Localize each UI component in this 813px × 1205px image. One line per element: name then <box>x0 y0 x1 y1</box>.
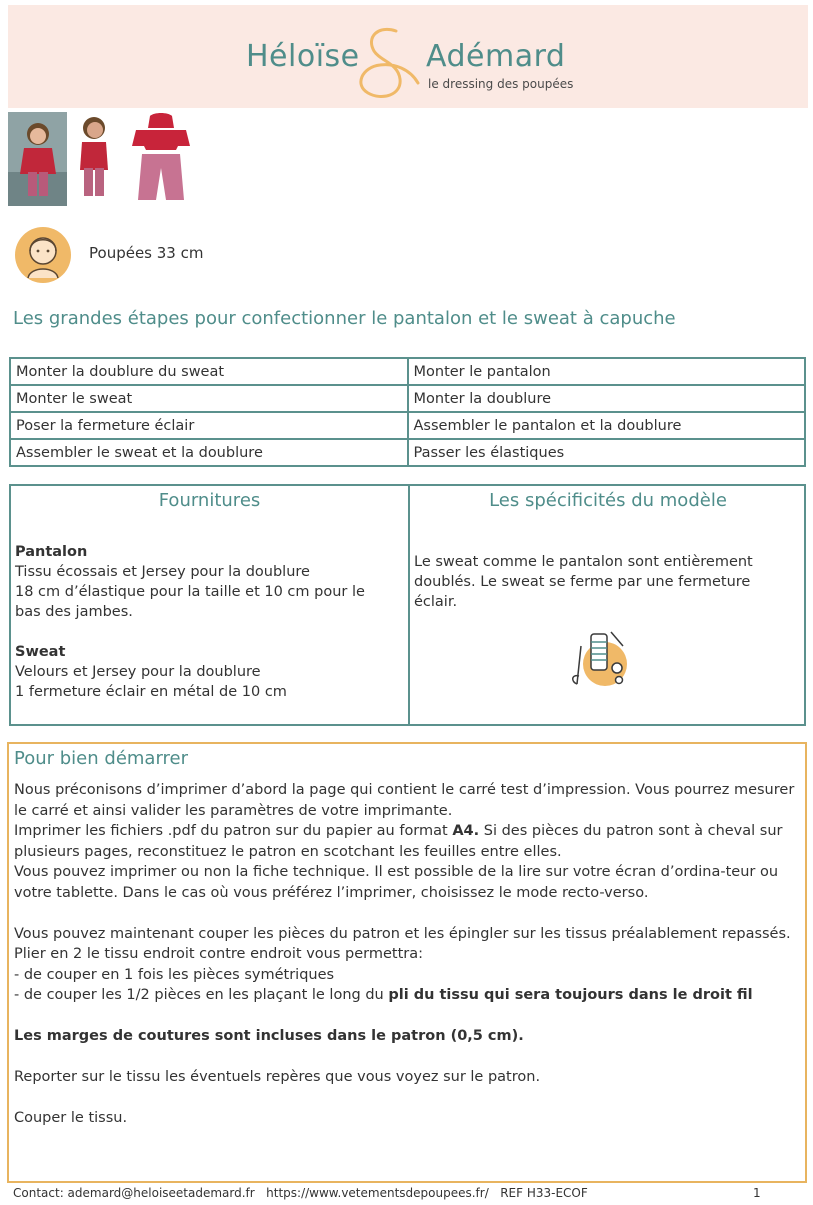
pantalon-heading: Pantalon <box>15 544 88 560</box>
pantalon-line: 18 cm d’élastique pour la taille et 10 cm pour le bas des jambes. <box>15 584 365 620</box>
paragraph: Couper le tissu. <box>14 1110 128 1126</box>
pantalon-line: Tissu écossais et Jersey pour la doublure <box>15 564 310 580</box>
specificites-text: Le sweat comme le pantalon sont entièrement doublés. Le sweat se ferme par une fermeture éclair. <box>414 554 753 610</box>
paragraph-bold: Les marges de coutures sont incluses dans le patron (0,5 cm). <box>14 1028 524 1044</box>
step-cell: Monter la doublure <box>408 385 806 412</box>
sweat-line: 1 fermeture éclair en métal de 10 cm <box>15 684 287 700</box>
supplies-specs-box <box>9 484 806 726</box>
brand-tagline: le dressing des poupées <box>428 77 574 91</box>
step-cell: Monter la doublure du sweat <box>10 358 408 385</box>
paragraph: Imprimer les fichiers .pdf du patron sur du papier au format A4. Si des pièces du patron sont à cheval sur plusieurs pages, reconstituez le patron en scotchant les feuilles entre elles. <box>14 823 783 860</box>
column-divider <box>408 486 410 724</box>
sweat-heading: Sweat <box>15 644 66 660</box>
photo-doll-side <box>72 112 116 206</box>
table-row <box>10 385 805 412</box>
steps-title: Les grandes étapes pour confectionner le pantalon et le sweat à capuche <box>13 308 676 329</box>
specificites-title: Les spécificités du modèle <box>489 490 727 511</box>
getting-started-title: Pour bien démarrer <box>14 748 189 769</box>
fournitures-content <box>15 542 395 702</box>
table-row <box>10 358 805 385</box>
step-cell: Monter le pantalon <box>408 358 806 385</box>
table-row <box>10 412 805 439</box>
getting-started-body <box>14 780 800 1129</box>
step-cell: Assembler le sweat et la doublure <box>10 439 408 466</box>
paragraph: Nous préconisons d’imprimer d’abord la page qui contient le carré test d’impression. Vous pourrez mesurer le carré et ainsi valider les paramètres de votre imprimante. <box>14 782 795 819</box>
steps-table <box>9 357 806 467</box>
photo-doll-front <box>8 112 67 206</box>
brand-name-left: Héloïse <box>246 39 360 74</box>
doll-size-label: Poupées 33 cm <box>89 244 204 262</box>
ampersand-logo-icon <box>348 23 424 103</box>
sewing-kit-icon <box>567 626 633 692</box>
doll-face-icon <box>14 226 72 284</box>
sweat-line: Velours et Jersey pour la doublure <box>15 664 261 680</box>
paragraph: Vous pouvez imprimer ou non la fiche technique. Il est possible de la lire sur votre écran d’ordina-teur ou votre tablette. Dans le cas où vous préférez l’imprimer, choisissez le mode recto-verso. <box>14 864 779 901</box>
paragraph: - de couper les 1/2 pièces en les plaçant le long du pli du tissu qui sera toujours dans le droit fil <box>14 987 753 1003</box>
fournitures-title: Fournitures <box>158 490 261 511</box>
table-row <box>10 439 805 466</box>
step-cell: Passer les élastiques <box>408 439 806 466</box>
step-cell: Assembler le pantalon et la doublure <box>408 412 806 439</box>
paragraph: - de couper en 1 fois les pièces symétriques <box>14 966 335 983</box>
brand-name-right: Adémard <box>426 39 566 74</box>
getting-started-box <box>7 742 807 1183</box>
step-cell: Monter le sweat <box>10 385 408 412</box>
step-cell: Poser la fermeture éclair <box>10 412 408 439</box>
page-header <box>8 5 808 108</box>
footer-contact: Contact: ademard@heloiseetademard.fr https://www.vetementsdepoupees.fr/ REF H33-ECOF <box>13 1186 588 1200</box>
page-number: 1 <box>753 1186 761 1200</box>
photo-garments <box>128 112 194 206</box>
paragraph: Plier en 2 le tissu endroit contre endroit vous permettra: <box>14 946 424 962</box>
paragraph: Reporter sur le tissu les éventuels repères que vous voyez sur le patron. <box>14 1069 541 1085</box>
paragraph: Vous pouvez maintenant couper les pièces du patron et les épingler sur les tissus préalablement repassés. <box>14 925 791 942</box>
